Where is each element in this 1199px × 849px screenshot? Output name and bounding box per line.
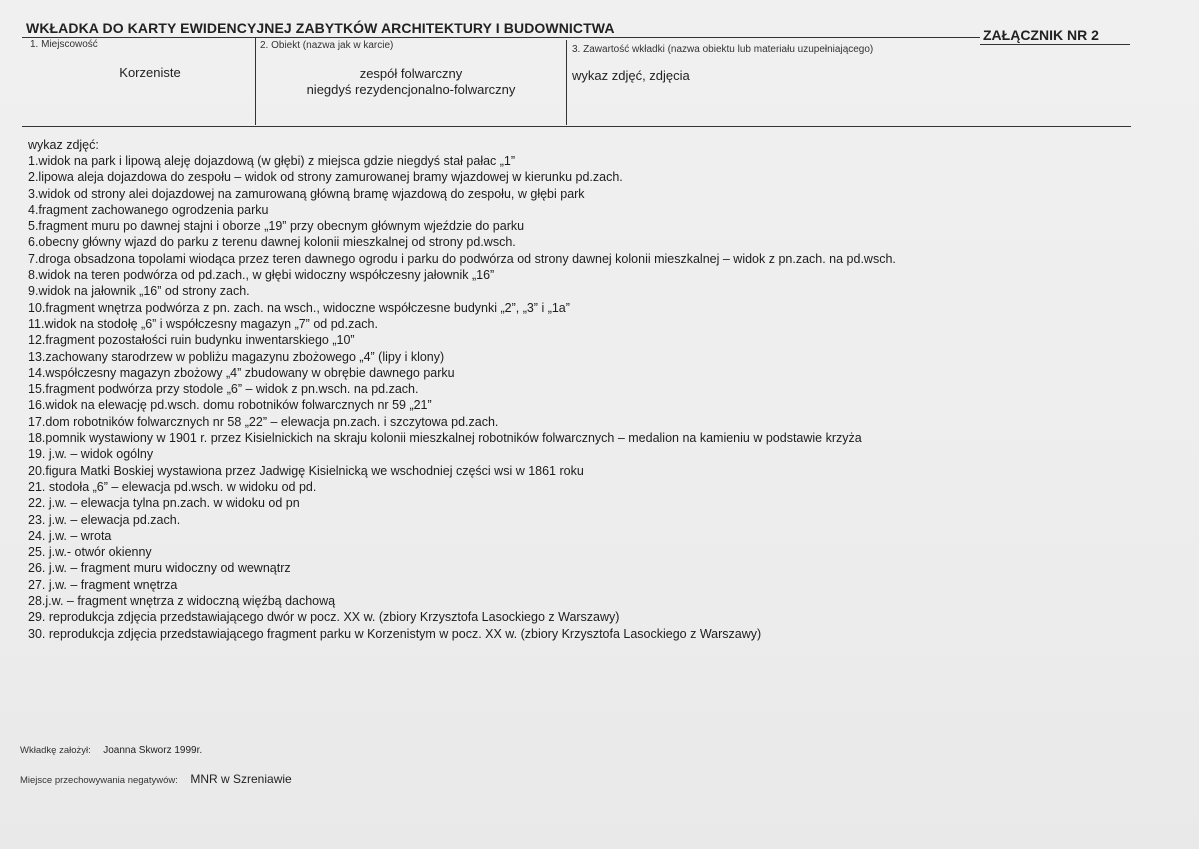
list-item: 26. j.w. – fragment muru widoczny od wewnątrz <box>28 561 291 576</box>
list-item: 2.lipowa aleja dojazdowa do zespołu – widok od strony zamurowanej bramy wjazdowej w kierunku pd.zach. <box>28 170 623 185</box>
locality-label: 1. Miejscowość <box>30 39 98 50</box>
list-item: 4.fragment zachowanego ogrodzenia parku <box>28 202 269 217</box>
list-item: 10.fragment wnętrza podwórza z pn. zach. na wsch., widoczne współczesne budynki „2”, „3” i „1a” <box>28 300 570 315</box>
list-item: 25. j.w.- otwór okienny <box>28 545 152 560</box>
object-value-line1: zespół folwarczny <box>359 66 463 81</box>
founded-value: Joanna Skworz 1999r. <box>103 745 203 756</box>
list-item: 20.figura Matki Boskiej wystawiona przez Jadwigę Kisielnicką we wschodniej części wsi w 1861 roku <box>28 463 584 478</box>
list-item: 1.widok na park i lipową aleję dojazdową (w głębi) z miejsca gdzie niegdyś stał pałac „1” <box>28 154 516 168</box>
object-label: 2. Obiekt (nazwa jak w karcie) <box>260 40 394 51</box>
list-item: 6.obecny główny wjazd do parku z terenu dawnej kolonii mieszkalnej od strony pd.wsch. <box>28 235 516 250</box>
list-item: 14.współczesny magazyn zbożowy „4” zbudowany w obrębie dawnego parku <box>28 365 455 380</box>
list-item: 27. j.w. – fragment wnętrza <box>28 577 178 592</box>
storage-value: MNR w Szreniawie <box>190 772 292 786</box>
list-item: 3.widok od strony alei dojazdowej na zamurowaną główną bramę wjazdową do zespołu, w głębi park <box>28 186 585 201</box>
founded-row <box>20 740 202 758</box>
list-item: 8.widok na teren podwórza od pd.zach., w głębi widoczny współczesny jałownik „16” <box>28 268 495 283</box>
list-item: 24. j.w. – wrota <box>28 528 112 543</box>
contents-value: wykaz zdjęć, zdjęcia <box>572 68 690 83</box>
storage-row <box>20 770 292 788</box>
storage-label: Miejsce przechowywania negatywów: <box>20 775 178 786</box>
contents-label: 3. Zawartość wkładki (nazwa obiektu lub materiału uzupełniającego) <box>572 44 874 55</box>
list-item: 15.fragment podwórza przy stodole „6” – widok z pn.wsch. na pd.zach. <box>28 382 419 397</box>
header-divider-1 <box>255 37 256 125</box>
header-top-rule <box>22 37 980 38</box>
list-item: 23. j.w. – elewacja pd.zach. <box>28 512 181 527</box>
list-item: 28.j.w. – fragment wnętrza z widoczną więźbą dachową <box>28 594 336 609</box>
list-item: 22. j.w. – elewacja tylna pn.zach. w widoku od pn <box>28 496 300 511</box>
list-item: 17.dom robotników folwarcznych nr 58 „22” – elewacja pn.zach. i szczytowa pd.zach. <box>28 414 499 429</box>
list-heading: wykaz zdjęć: <box>28 138 99 152</box>
header-divider-2 <box>566 40 567 125</box>
locality-value: Korzeniste <box>119 65 181 80</box>
list-item: 21. stodoła „6” – elewacja pd.wsch. w widoku od pd. <box>28 479 317 494</box>
photo-list <box>28 153 1188 642</box>
list-item: 30. reprodukcja zdjęcia przedstawiającego fragment parku w Korzenistym w pocz. XX w. (zbiory Krzysztofa Lasockiego z Warszawy) <box>28 626 762 641</box>
list-item: 7.droga obsadzona topolami wiodąca przez teren dawnego ogrodu i parku do podwórza od strony dawnej kolonii mieszkalnej – widok z pn.zach. na pd.wsch. <box>28 251 896 266</box>
list-item: 18.pomnik wystawiony w 1901 r. przez Kisielnickich na skraju kolonii mieszkalnej robotników folwarcznych – medalion na kamieniu w podstawie krzyża <box>28 431 862 446</box>
list-item: 29. reprodukcja zdjęcia przedstawiającego dwór w pocz. XX w. (zbiory Krzysztofa Lasockiego z Warszawy) <box>28 610 620 625</box>
list-item: 12.fragment pozostałości ruin budynku inwentarskiego „10” <box>28 333 355 348</box>
object-value-line2: niegdyś rezydencjonalno-folwarczny <box>306 82 516 97</box>
list-item: 9.widok na jałownik „16” od strony zach. <box>28 284 250 299</box>
annex-number: ZAŁĄCZNIK NR 2 <box>983 27 1099 43</box>
list-item: 16.widok na elewację pd.wsch. domu robotników folwarcznych nr 59 „21” <box>28 398 432 413</box>
list-item: 5.fragment muru po dawnej stajni i oborze „19” przy obecnym głównym wjeździe do parku <box>28 219 525 234</box>
header-top-rule-right <box>980 44 1130 45</box>
list-item: 11.widok na stodołę „6” i współczesny magazyn „7” od pd.zach. <box>28 316 378 331</box>
list-item: 19. j.w. – widok ogólny <box>28 447 154 462</box>
founded-label: Wkładkę założył: <box>20 745 91 756</box>
header-bottom-rule <box>22 126 1131 127</box>
list-item: 13.zachowany starodrzew w pobliżu magazynu zbożowego „4” (lipy i klony) <box>28 349 445 364</box>
document-title: WKŁADKA DO KARTY EWIDENCYJNEJ ZABYTKÓW ARCHITEKTURY I BUDOWNICTWA <box>26 20 615 36</box>
